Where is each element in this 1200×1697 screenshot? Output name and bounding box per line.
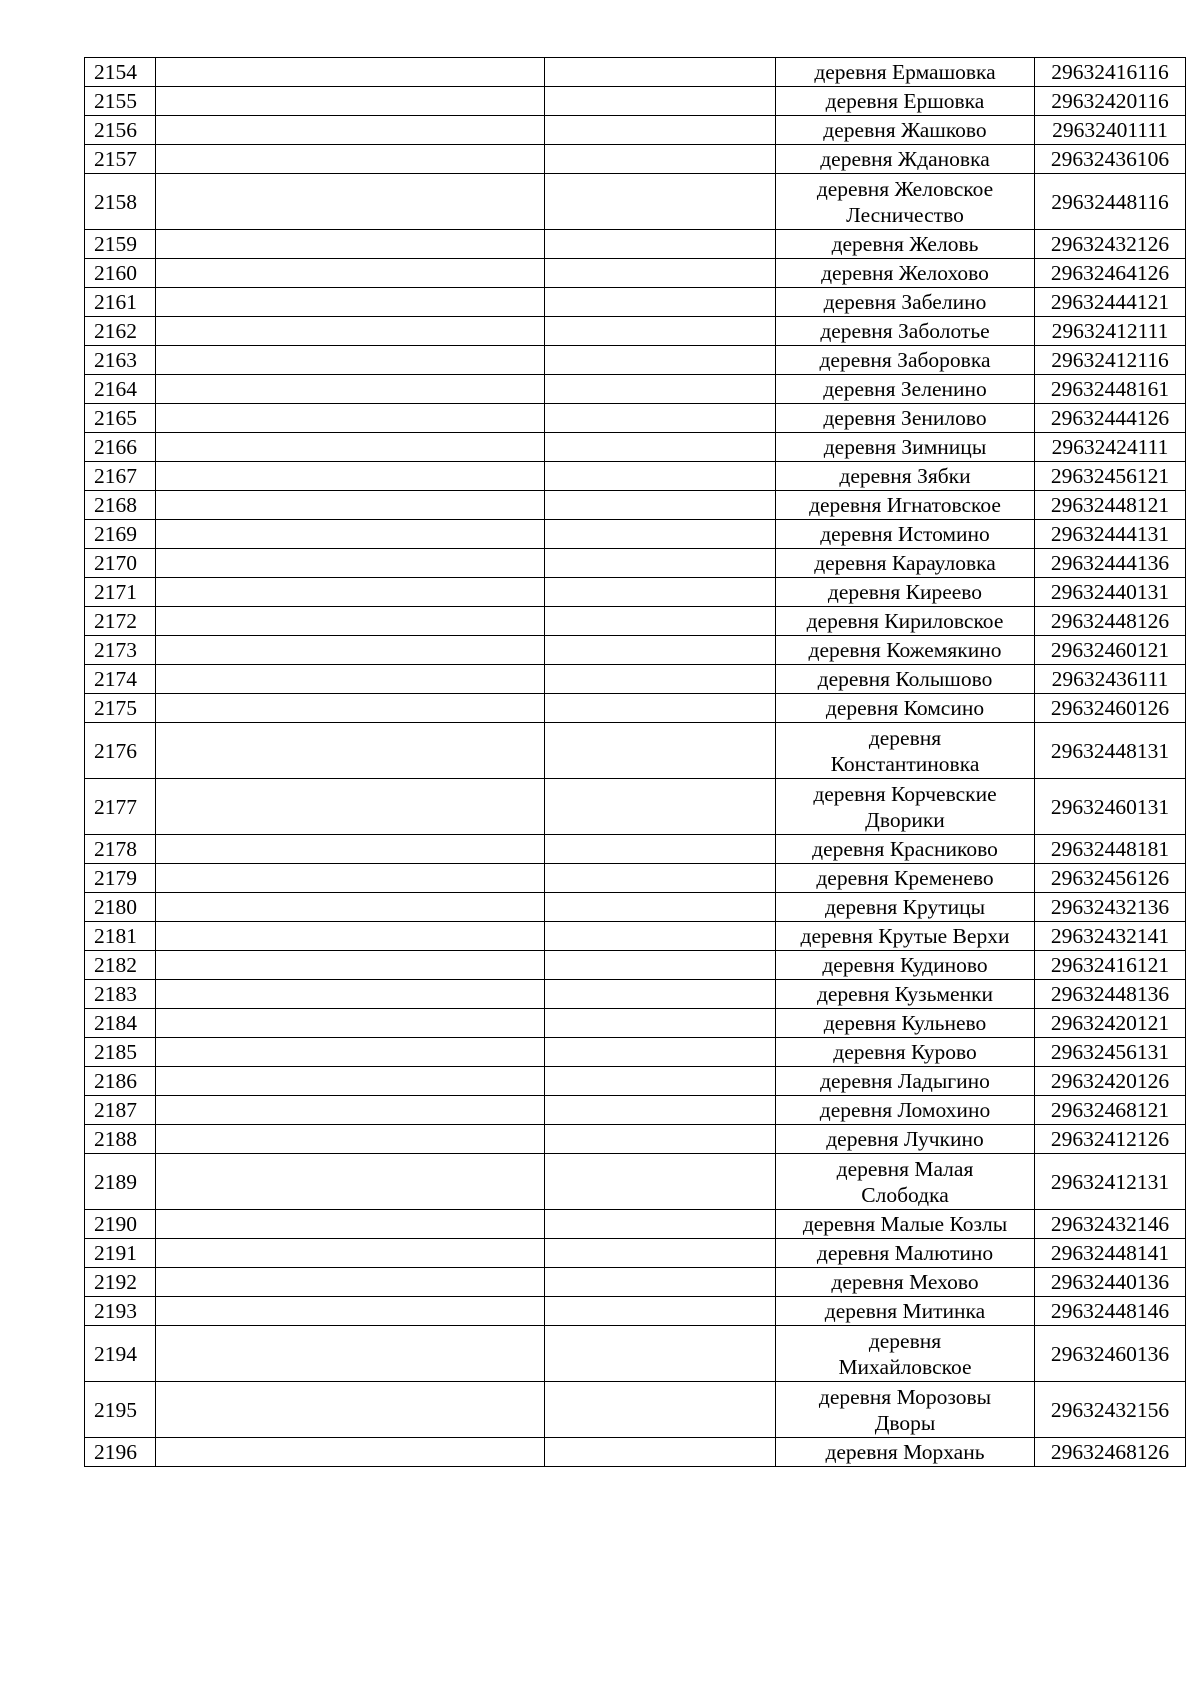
empty-cell	[156, 636, 545, 665]
row-number: 2187	[85, 1096, 156, 1125]
table-row	[85, 922, 1186, 951]
settlement-name: деревня Комсино	[776, 694, 1035, 723]
empty-cell	[545, 1239, 776, 1268]
empty-cell	[545, 288, 776, 317]
settlement-name-line: деревня Морозовы	[818, 1384, 992, 1409]
oktmo-code: 29632468121	[1035, 1096, 1186, 1125]
settlement-name: деревня Малютино	[776, 1239, 1035, 1268]
empty-cell	[156, 87, 545, 116]
empty-cell	[156, 433, 545, 462]
empty-cell	[156, 1125, 545, 1154]
empty-cell	[545, 1268, 776, 1297]
empty-cell	[545, 317, 776, 346]
table-row	[85, 893, 1186, 922]
settlement-name: деревня Крутицы	[776, 893, 1035, 922]
table-row	[85, 665, 1186, 694]
table-row	[85, 1154, 1186, 1210]
empty-cell	[545, 723, 776, 779]
empty-cell	[545, 607, 776, 636]
empty-cell	[545, 779, 776, 835]
oktmo-code: 29632432146	[1035, 1210, 1186, 1239]
settlement-name	[776, 723, 1035, 779]
empty-cell	[545, 835, 776, 864]
empty-cell	[545, 404, 776, 433]
settlement-name-line: деревня	[868, 1328, 942, 1353]
oktmo-code: 29632456126	[1035, 864, 1186, 893]
empty-cell	[156, 58, 545, 87]
empty-cell	[545, 1125, 776, 1154]
empty-cell	[545, 1009, 776, 1038]
settlement-name: деревня Мехово	[776, 1268, 1035, 1297]
row-number: 2180	[85, 893, 156, 922]
settlement-name: деревня Истомино	[776, 520, 1035, 549]
oktmo-code: 29632448121	[1035, 491, 1186, 520]
settlement-name-line: Лесничество	[846, 202, 964, 227]
settlement-name: деревня Малые Козлы	[776, 1210, 1035, 1239]
table-row	[85, 636, 1186, 665]
row-number: 2156	[85, 116, 156, 145]
empty-cell	[156, 288, 545, 317]
row-number: 2179	[85, 864, 156, 893]
empty-cell	[156, 1009, 545, 1038]
settlement-name: деревня Жашково	[776, 116, 1035, 145]
row-number: 2174	[85, 665, 156, 694]
row-number: 2177	[85, 779, 156, 835]
empty-cell	[156, 694, 545, 723]
table-row	[85, 87, 1186, 116]
empty-cell	[545, 259, 776, 288]
oktmo-code: 29632448131	[1035, 723, 1186, 779]
settlement-name: деревня Крутые Верхи	[776, 922, 1035, 951]
settlement-name-line: Дворики	[865, 807, 945, 832]
oktmo-code: 29632448141	[1035, 1239, 1186, 1268]
table-row	[85, 346, 1186, 375]
empty-cell	[156, 1067, 545, 1096]
row-number: 2161	[85, 288, 156, 317]
empty-cell	[156, 1239, 545, 1268]
empty-cell	[156, 723, 545, 779]
oktmo-code: 29632460121	[1035, 636, 1186, 665]
empty-cell	[545, 951, 776, 980]
empty-cell	[156, 1268, 545, 1297]
table-row	[85, 58, 1186, 87]
table-row	[85, 491, 1186, 520]
settlement-name: деревня Зенилово	[776, 404, 1035, 433]
oktmo-code: 29632420126	[1035, 1067, 1186, 1096]
row-number: 2169	[85, 520, 156, 549]
empty-cell	[545, 462, 776, 491]
empty-cell	[156, 520, 545, 549]
empty-cell	[545, 1438, 776, 1467]
row-number: 2191	[85, 1239, 156, 1268]
empty-cell	[545, 116, 776, 145]
settlement-name: деревня Зимницы	[776, 433, 1035, 462]
settlement-name: деревня Кудиново	[776, 951, 1035, 980]
empty-cell	[545, 893, 776, 922]
settlement-name: деревня Ждановка	[776, 145, 1035, 174]
settlement-name: деревня Ломохино	[776, 1096, 1035, 1125]
row-number: 2163	[85, 346, 156, 375]
empty-cell	[156, 549, 545, 578]
settlement-name-line: деревня Малая	[836, 1156, 974, 1181]
row-number: 2171	[85, 578, 156, 607]
settlement-name: деревня Зябки	[776, 462, 1035, 491]
empty-cell	[156, 491, 545, 520]
settlement-name-line: Слободка	[861, 1182, 949, 1207]
row-number: 2182	[85, 951, 156, 980]
oktmo-code: 29632436111	[1035, 665, 1186, 694]
settlement-name	[776, 1154, 1035, 1210]
oktmo-code: 29632432136	[1035, 893, 1186, 922]
oktmo-code: 29632432126	[1035, 230, 1186, 259]
empty-cell	[156, 1382, 545, 1438]
empty-cell	[156, 404, 545, 433]
oktmo-code: 29632444131	[1035, 520, 1186, 549]
row-number: 2195	[85, 1382, 156, 1438]
row-number: 2196	[85, 1438, 156, 1467]
row-number: 2185	[85, 1038, 156, 1067]
oktmo-code: 29632432156	[1035, 1382, 1186, 1438]
table-row	[85, 230, 1186, 259]
settlement-name	[776, 1326, 1035, 1382]
table-row	[85, 723, 1186, 779]
empty-cell	[545, 578, 776, 607]
empty-cell	[545, 1067, 776, 1096]
oktmo-code: 29632456131	[1035, 1038, 1186, 1067]
table-row	[85, 1382, 1186, 1438]
empty-cell	[156, 835, 545, 864]
empty-cell	[545, 174, 776, 230]
settlement-name: деревня Митинка	[776, 1297, 1035, 1326]
row-number: 2167	[85, 462, 156, 491]
settlement-name: деревня Заборовка	[776, 346, 1035, 375]
settlement-name: деревня Кременево	[776, 864, 1035, 893]
row-number: 2165	[85, 404, 156, 433]
row-number: 2164	[85, 375, 156, 404]
empty-cell	[156, 116, 545, 145]
empty-cell	[156, 1326, 545, 1382]
table-body	[85, 58, 1186, 1467]
empty-cell	[156, 230, 545, 259]
oktmo-code: 29632448161	[1035, 375, 1186, 404]
oktmo-code: 29632432141	[1035, 922, 1186, 951]
oktmo-code: 29632420116	[1035, 87, 1186, 116]
table-row	[85, 520, 1186, 549]
settlement-name-line: деревня Корчевские	[813, 781, 997, 806]
oktmo-code: 29632412126	[1035, 1125, 1186, 1154]
empty-cell	[156, 174, 545, 230]
table-row	[85, 1297, 1186, 1326]
oktmo-code: 29632468126	[1035, 1438, 1186, 1467]
settlements-table	[84, 57, 1186, 1467]
settlement-name-line: Михайловское	[838, 1354, 972, 1379]
settlement-name: деревня Красниково	[776, 835, 1035, 864]
table-row	[85, 694, 1186, 723]
table-row	[85, 259, 1186, 288]
settlement-name	[776, 174, 1035, 230]
empty-cell	[156, 607, 545, 636]
oktmo-code: 29632448146	[1035, 1297, 1186, 1326]
empty-cell	[545, 433, 776, 462]
settlement-name: деревня Зеленино	[776, 375, 1035, 404]
settlement-name-line: деревня	[868, 725, 942, 750]
table-row	[85, 549, 1186, 578]
oktmo-code: 29632456121	[1035, 462, 1186, 491]
settlement-name: деревня Курово	[776, 1038, 1035, 1067]
row-number: 2190	[85, 1210, 156, 1239]
settlement-name: деревня Забелино	[776, 288, 1035, 317]
settlement-name: деревня Карауловка	[776, 549, 1035, 578]
empty-cell	[545, 922, 776, 951]
empty-cell	[545, 1297, 776, 1326]
settlement-name	[776, 779, 1035, 835]
table-row	[85, 404, 1186, 433]
table-row	[85, 288, 1186, 317]
empty-cell	[156, 1438, 545, 1467]
oktmo-code: 29632460136	[1035, 1326, 1186, 1382]
row-number: 2157	[85, 145, 156, 174]
oktmo-code: 29632448136	[1035, 980, 1186, 1009]
table-row	[85, 1210, 1186, 1239]
settlement-name: деревня Морхань	[776, 1438, 1035, 1467]
row-number: 2159	[85, 230, 156, 259]
table-row	[85, 1009, 1186, 1038]
settlement-name: деревня Ладыгино	[776, 1067, 1035, 1096]
empty-cell	[545, 1096, 776, 1125]
empty-cell	[156, 922, 545, 951]
settlement-name: деревня Ершовка	[776, 87, 1035, 116]
empty-cell	[156, 317, 545, 346]
row-number: 2178	[85, 835, 156, 864]
settlement-name: деревня Кузьменки	[776, 980, 1035, 1009]
oktmo-code: 29632424111	[1035, 433, 1186, 462]
oktmo-code: 29632436106	[1035, 145, 1186, 174]
table-row	[85, 462, 1186, 491]
row-number: 2170	[85, 549, 156, 578]
table-row	[85, 1067, 1186, 1096]
settlement-name: деревня Кожемякино	[776, 636, 1035, 665]
table-row	[85, 375, 1186, 404]
oktmo-code: 29632464126	[1035, 259, 1186, 288]
row-number: 2189	[85, 1154, 156, 1210]
oktmo-code: 29632444121	[1035, 288, 1186, 317]
empty-cell	[156, 1096, 545, 1125]
table-row	[85, 951, 1186, 980]
settlement-name-line: деревня Желовское	[816, 176, 994, 201]
row-number: 2193	[85, 1297, 156, 1326]
settlement-name: деревня Игнатовское	[776, 491, 1035, 520]
table-row	[85, 1125, 1186, 1154]
empty-cell	[545, 520, 776, 549]
table-row	[85, 1268, 1186, 1297]
table-row	[85, 1326, 1186, 1382]
empty-cell	[156, 980, 545, 1009]
row-number: 2192	[85, 1268, 156, 1297]
empty-cell	[156, 1297, 545, 1326]
settlement-name: деревня Ермашовка	[776, 58, 1035, 87]
table-row	[85, 835, 1186, 864]
row-number: 2162	[85, 317, 156, 346]
empty-cell	[545, 230, 776, 259]
empty-cell	[156, 259, 545, 288]
empty-cell	[156, 346, 545, 375]
empty-cell	[545, 1154, 776, 1210]
row-number: 2160	[85, 259, 156, 288]
empty-cell	[545, 549, 776, 578]
oktmo-code: 29632412116	[1035, 346, 1186, 375]
table-row	[85, 980, 1186, 1009]
oktmo-code: 29632416116	[1035, 58, 1186, 87]
row-number: 2181	[85, 922, 156, 951]
row-number: 2194	[85, 1326, 156, 1382]
oktmo-code: 29632444126	[1035, 404, 1186, 433]
table-row	[85, 174, 1186, 230]
table-row	[85, 607, 1186, 636]
empty-cell	[545, 1210, 776, 1239]
empty-cell	[545, 58, 776, 87]
empty-cell	[156, 1154, 545, 1210]
row-number: 2168	[85, 491, 156, 520]
settlement-name: деревня Желовь	[776, 230, 1035, 259]
empty-cell	[156, 665, 545, 694]
empty-cell	[156, 779, 545, 835]
table-row	[85, 317, 1186, 346]
empty-cell	[156, 375, 545, 404]
empty-cell	[545, 694, 776, 723]
table-row	[85, 1438, 1186, 1467]
empty-cell	[545, 1382, 776, 1438]
row-number: 2176	[85, 723, 156, 779]
settlement-name: деревня Желохово	[776, 259, 1035, 288]
oktmo-code: 29632448126	[1035, 607, 1186, 636]
empty-cell	[545, 1038, 776, 1067]
row-number: 2175	[85, 694, 156, 723]
empty-cell	[156, 145, 545, 174]
table-row	[85, 864, 1186, 893]
empty-cell	[156, 951, 545, 980]
empty-cell	[545, 491, 776, 520]
row-number: 2158	[85, 174, 156, 230]
oktmo-code: 29632412111	[1035, 317, 1186, 346]
empty-cell	[156, 1210, 545, 1239]
oktmo-code: 29632416121	[1035, 951, 1186, 980]
settlement-name: деревня Кириловское	[776, 607, 1035, 636]
empty-cell	[156, 578, 545, 607]
table-row	[85, 578, 1186, 607]
oktmo-code: 29632440136	[1035, 1268, 1186, 1297]
settlement-name-line: Константиновка	[830, 751, 980, 776]
oktmo-code: 29632440131	[1035, 578, 1186, 607]
row-number: 2173	[85, 636, 156, 665]
oktmo-code: 29632444136	[1035, 549, 1186, 578]
empty-cell	[156, 893, 545, 922]
oktmo-code: 29632460126	[1035, 694, 1186, 723]
empty-cell	[545, 864, 776, 893]
settlement-name: деревня Киреево	[776, 578, 1035, 607]
table-row	[85, 1239, 1186, 1268]
empty-cell	[545, 1326, 776, 1382]
empty-cell	[545, 346, 776, 375]
row-number: 2186	[85, 1067, 156, 1096]
table-row	[85, 116, 1186, 145]
row-number: 2184	[85, 1009, 156, 1038]
table-row	[85, 145, 1186, 174]
empty-cell	[156, 1038, 545, 1067]
row-number: 2155	[85, 87, 156, 116]
row-number: 2154	[85, 58, 156, 87]
oktmo-code: 29632401111	[1035, 116, 1186, 145]
row-number: 2183	[85, 980, 156, 1009]
empty-cell	[545, 145, 776, 174]
table-row	[85, 433, 1186, 462]
oktmo-code: 29632420121	[1035, 1009, 1186, 1038]
oktmo-code: 29632460131	[1035, 779, 1186, 835]
row-number: 2188	[85, 1125, 156, 1154]
empty-cell	[545, 636, 776, 665]
settlement-name: деревня Лучкино	[776, 1125, 1035, 1154]
settlement-name-line: Дворы	[874, 1410, 936, 1435]
empty-cell	[156, 864, 545, 893]
settlement-name	[776, 1382, 1035, 1438]
empty-cell	[545, 665, 776, 694]
settlement-name: деревня Заболотье	[776, 317, 1035, 346]
empty-cell	[156, 462, 545, 491]
empty-cell	[545, 980, 776, 1009]
table-row	[85, 1096, 1186, 1125]
row-number: 2172	[85, 607, 156, 636]
row-number: 2166	[85, 433, 156, 462]
table-row	[85, 779, 1186, 835]
table-row	[85, 1038, 1186, 1067]
oktmo-code: 29632412131	[1035, 1154, 1186, 1210]
empty-cell	[545, 375, 776, 404]
oktmo-code: 29632448181	[1035, 835, 1186, 864]
settlement-name: деревня Кульнево	[776, 1009, 1035, 1038]
oktmo-code: 29632448116	[1035, 174, 1186, 230]
empty-cell	[545, 87, 776, 116]
settlement-name: деревня Колышово	[776, 665, 1035, 694]
